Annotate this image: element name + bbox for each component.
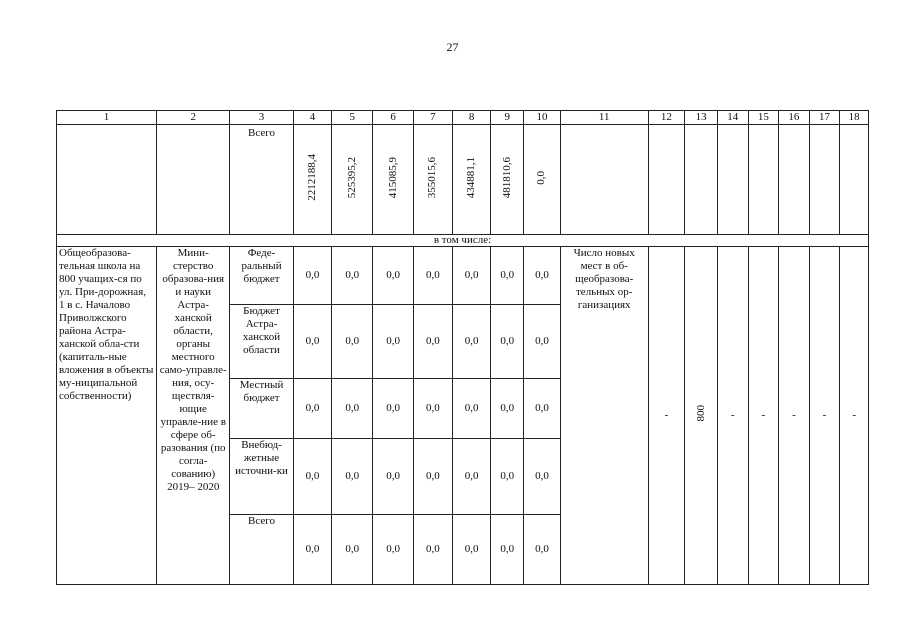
source-row: [57, 247, 869, 305]
col-number: 18: [840, 111, 869, 125]
source-value: 0,0: [491, 515, 524, 585]
indicator-value: 800: [685, 247, 718, 585]
indicator-value: -: [840, 247, 869, 585]
empty-cell: [560, 125, 648, 235]
col-number: 16: [779, 111, 810, 125]
source-value: 0,0: [524, 439, 561, 515]
col-number: 10: [524, 111, 561, 125]
indicator-value: -: [748, 247, 779, 585]
source-value: 0,0: [524, 247, 561, 305]
total-row: [57, 125, 869, 235]
source-value: 0,0: [491, 305, 524, 379]
col-number: 8: [452, 111, 491, 125]
source-label: Бюджет Астра-ханской области: [230, 305, 293, 379]
source-value: 0,0: [491, 439, 524, 515]
empty-cell: [648, 125, 685, 235]
source-value: 0,0: [293, 515, 332, 585]
source-label: Внебюд-жетные источни-ки: [230, 439, 293, 515]
source-label: Местный бюджет: [230, 379, 293, 439]
source-value: 0,0: [293, 439, 332, 515]
col-number: 3: [230, 111, 293, 125]
indicator-value: -: [717, 247, 748, 585]
object-name: Общеобразова-тельная школа на 800 учащих-ся по ул. При-дорожная, 1 в с. Началово Приволжского района Астра-ханской обла-сти (капиталь-ные вложения в объекты му-ниципальной собственности): [57, 247, 157, 585]
source-label: Феде-ральный бюджет: [230, 247, 293, 305]
total-label: Всего: [230, 125, 293, 235]
source-value: 0,0: [413, 439, 452, 515]
col-number: 4: [293, 111, 332, 125]
source-value: 0,0: [524, 379, 561, 439]
source-value: 0,0: [293, 379, 332, 439]
indicator-value: -: [648, 247, 685, 585]
col-number: 7: [413, 111, 452, 125]
source-value: 0,0: [413, 515, 452, 585]
total-value: 0,0: [524, 125, 561, 235]
empty-cell: [748, 125, 779, 235]
source-value: 0,0: [491, 247, 524, 305]
total-value: 525395,2: [332, 125, 373, 235]
source-value: 0,0: [332, 515, 373, 585]
empty-cell: [809, 125, 840, 235]
col-number: 13: [685, 111, 718, 125]
indicator-name: Число новых мест в об-щеобразова-тельных ор-ганизациях: [560, 247, 648, 585]
total-value: 2212188,4: [293, 125, 332, 235]
empty-cell: [685, 125, 718, 235]
empty-cell: [717, 125, 748, 235]
empty-cell: [779, 125, 810, 235]
source-value: 0,0: [413, 247, 452, 305]
total-value: 481810,6: [491, 125, 524, 235]
col-number: 14: [717, 111, 748, 125]
total-value: 415085,9: [373, 125, 414, 235]
col-number: 6: [373, 111, 414, 125]
empty-cell: [156, 125, 229, 235]
col-number: 9: [491, 111, 524, 125]
program-table: [56, 110, 869, 585]
col-number: 12: [648, 111, 685, 125]
source-value: 0,0: [373, 247, 414, 305]
page-number: 27: [446, 40, 459, 54]
total-value: 434881,1: [452, 125, 491, 235]
including-row: [57, 235, 869, 247]
source-value: 0,0: [524, 515, 561, 585]
total-value: 355015,6: [413, 125, 452, 235]
source-value: 0,0: [293, 247, 332, 305]
col-number: 5: [332, 111, 373, 125]
source-value: 0,0: [452, 305, 491, 379]
source-value: 0,0: [332, 439, 373, 515]
col-number: 11: [560, 111, 648, 125]
source-value: 0,0: [413, 305, 452, 379]
source-value: 0,0: [413, 379, 452, 439]
source-value: 0,0: [332, 379, 373, 439]
source-value: 0,0: [373, 379, 414, 439]
col-number: 2: [156, 111, 229, 125]
source-value: 0,0: [491, 379, 524, 439]
source-value: 0,0: [373, 515, 414, 585]
including-label: в том числе:: [57, 235, 869, 247]
executor: Мини-стерство образова-ния и науки Астра-ханской области, органы местного само-управле-ния, осу-ществля-ющие управле-ние в сфере об-разования (по согла-сованию) 2019– 2020: [156, 247, 229, 585]
source-value: 0,0: [452, 379, 491, 439]
col-number: 15: [748, 111, 779, 125]
indicator-value: -: [809, 247, 840, 585]
source-value: 0,0: [524, 305, 561, 379]
source-label: Всего: [230, 515, 293, 585]
source-value: 0,0: [373, 305, 414, 379]
source-value: 0,0: [452, 247, 491, 305]
source-value: 0,0: [332, 305, 373, 379]
indicator-value: -: [779, 247, 810, 585]
source-value: 0,0: [452, 515, 491, 585]
col-number: 1: [57, 111, 157, 125]
column-number-row: [57, 111, 869, 125]
empty-cell: [57, 125, 157, 235]
empty-cell: [840, 125, 869, 235]
source-value: 0,0: [452, 439, 491, 515]
source-value: 0,0: [373, 439, 414, 515]
col-number: 17: [809, 111, 840, 125]
source-value: 0,0: [293, 305, 332, 379]
source-value: 0,0: [332, 247, 373, 305]
